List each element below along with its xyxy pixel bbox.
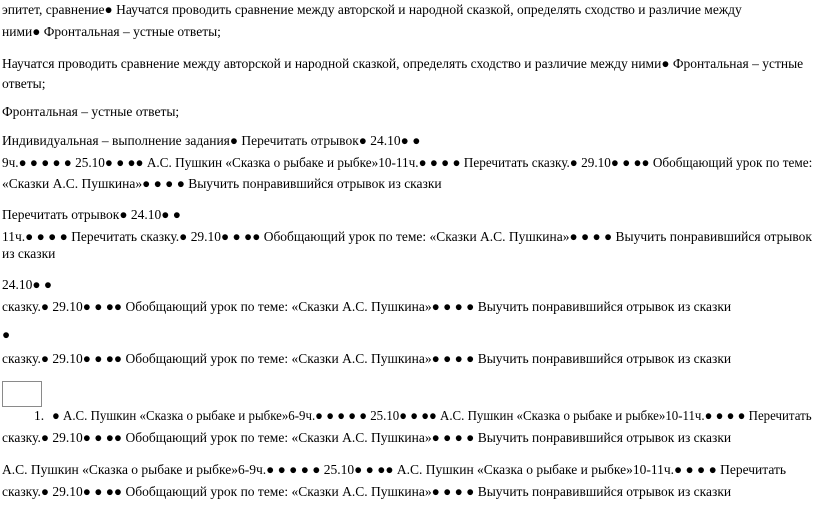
text-line-18: А.С. Пушкин «Сказка о рыбаке и рыбке»6-9ч.● ● ● ● ● 25.10● ● ●● А.С. Пушкин «Сказка о рыбаке и рыбке»10-11ч.● ● ● ● Перечитать [2, 462, 787, 477]
text-line-15: сказку.● 29.10● ● ●● Обобщающий урок по теме: «Сказки А.С. Пушкина»● ● ● ● Выучить понравившийся отрывок из сказки [2, 351, 732, 366]
text-line-5: Фронтальная – устные ответы; [2, 104, 180, 119]
text-line-16: ● А.С. Пушкин «Сказка о рыбаке и рыбке»6-9ч.● ● ● ● ● 25.10● ● ●● А.С. Пушкин «Сказка о рыбаке и рыбке»10-11ч.● ● ● ● Перечитать [52, 408, 812, 423]
text-line-13: сказку.● 29.10● ● ●● Обобщающий урок по теме: «Сказки А.С. Пушкина»● ● ● ● Выучить понравившийся отрывок из сказки [2, 299, 732, 314]
text-line-17: сказку.● 29.10● ● ●● Обобщающий урок по теме: «Сказки А.С. Пушкина»● ● ● ● Выучить понравившийся отрывок из сказки [2, 430, 732, 445]
text-line-14: ● [2, 327, 11, 342]
text-line-12: 24.10● ● [2, 277, 53, 292]
text-line-11: из сказки [2, 246, 56, 261]
empty-frame [2, 381, 42, 407]
text-line-19: сказку.● 29.10● ● ●● Обобщающий урок по теме: «Сказки А.С. Пушкина»● ● ● ● Выучить понравившийся отрывок из сказки [2, 484, 732, 499]
text-line-8: «Сказки А.С. Пушкина»● ● ● ● Выучить понравившийся отрывок из сказки [2, 176, 442, 191]
list-number: 1. [34, 408, 45, 423]
text-line-9: Перечитать отрывок● 24.10● ● [2, 207, 181, 222]
text-line-4: ответы; [2, 76, 46, 91]
text-line-3: Научатся проводить сравнение между авторской и народной сказкой, определять сходство и различие между ними● Фронтальная – устные [2, 56, 804, 71]
text-line-7: 9ч.● ● ● ● ● 25.10● ● ●● А.С. Пушкин «Сказка о рыбаке и рыбке»10-11ч.● ● ● ● Перечитать сказку.● 29.10● ● ●● Обобщающий урок по теме: [2, 155, 813, 170]
text-line-6: Индивидуальная – выполнение задания● Перечитать отрывок● 24.10● ● [2, 133, 421, 148]
text-line-2: ними● Фронтальная – устные ответы; [2, 24, 221, 39]
text-line-1: эпитет, сравнение● Научатся проводить сравнение между авторской и народной сказкой, определять сходство и различие между [2, 2, 742, 17]
text-line-10: 11ч.● ● ● ● Перечитать сказку.● 29.10● ● ●● Обобщающий урок по теме: «Сказки А.С. Пушкина»● ● ● ● Выучить понравившийся отрывок [2, 229, 812, 244]
